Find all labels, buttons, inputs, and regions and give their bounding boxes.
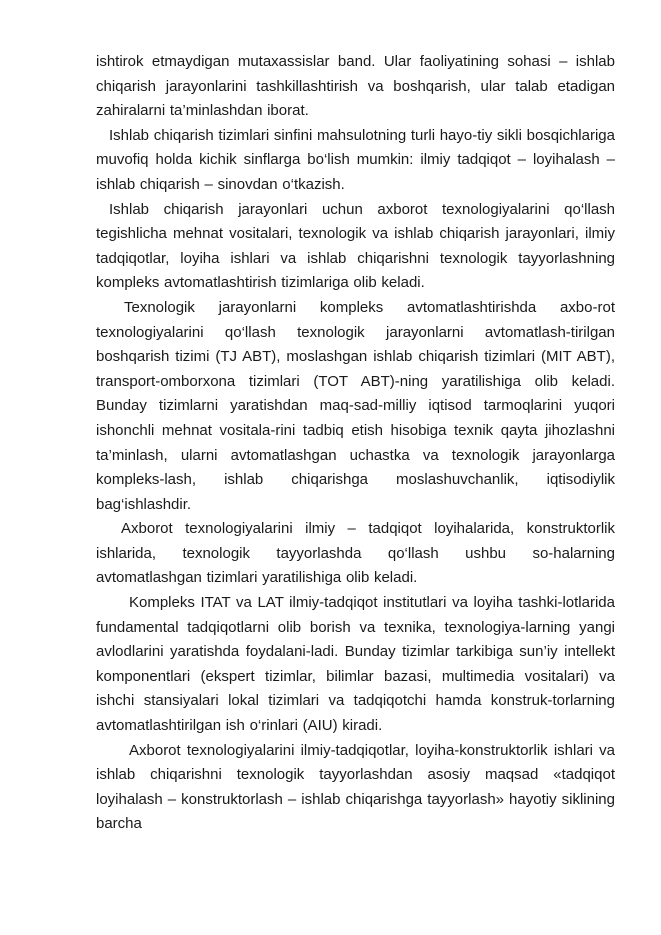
paragraph-6: Kompleks ITAT va LAT ilmiy-tadqiqot institutlari va loyiha tashki-lotlarida fundamental tadqiqotlarni olib borish va texnika, texnologiya-larning yangi avlodlarini yaratishda foydalani-ladi. Bunday tizimlar tarkibiga sun’iy intellekt komponentlari (ekspert tizimlar, bilimlar bazasi, multimedia vositalari) va ishchi stansiyalari lokal tizimlari va tadqiqotchi hamda konstruk-torlarning avtomatlashtirilgan ish o‘rinlari (AIU) kiradi. bbox=[96, 594, 615, 735]
paragraph-4: Texnologik jarayonlarni kompleks avtomatlashtirishda axbo-rot texnologiyalarini qo‘llash texnologik jarayonlarni avtomatlash-tirilgan boshqarish tizimi (TJ ABT), moslashgan ishlab chiqarish tizimlari (MIT ABT), transport-omborxona tizimlari (TOT ABT)-ning yaratilishiga olib keladi. Bunday tizimlarni yaratishdan maq-sad-milliy iqtisod tarmoqlarini yuqori ishonchli mehnat vositala-rini tadbiq etish hisobiga texnik qayta jihozlashni ta’minlash, ularni avtomatlashgan uchastka va texnologik jarayonlarga kompleks-lash, ishlab chiqarishga moslashuvchanlik, iqtisodiylik bag‘ishlashdir. bbox=[96, 298, 615, 513]
paragraph-5: Axborot texnologiyalarini ilmiy – tadqiqot loyihalarida, konstruktorlik ishlarida, texnologik tayyorlashda qo‘llash ushbu so-halarning avtomatlashgan tizimlari yaratilishiga olib keladi. bbox=[96, 520, 615, 587]
paragraph-1: ishtirok etmaydigan mutaxassislar band. Ular faoliyatining sohasi – ishlab chiqarish jarayonlarini tashkillashtirish va boshqarish, ular talab etadigan zahiralarni ta’minlashdan iborat. bbox=[96, 53, 615, 120]
paragraph-7: Axborot texnologiyalarini ilmiy-tadqiqotlar, loyiha-konstruktorlik ishlari va ishlab chiqarishni texnologik tayyorlashdan asosiy maqsad «tadqiqot loyihalash – konstruktorlash – ishlab chiqarishga tayyorlash» hayotiy siklining barcha bbox=[96, 741, 615, 833]
paragraph-3: Ishlab chiqarish jarayonlari uchun axborot texnologiyalarini qo‘llash tegishlicha mehnat vositalari, texnologik va ishlab chiqarish jarayonlari, ilmiy tadqiqotlar, loyiha ishlari va ishlab chiqarishni texnologik tayyorlashning kompleks avtomatlashtirish tizimlariga olib keladi. bbox=[96, 200, 615, 292]
document-page bbox=[96, 50, 615, 837]
paragraph-2: Ishlab chiqarish tizimlari sinfini mahsulotning turli hayo-tiy sikli bosqichlariga muvofiq holda kichik sinflarga bo‘lish mumkin: ilmiy tadqiqot – loyihalash – ishlab chiqarish – sinovdan o‘tkazish. bbox=[96, 126, 615, 193]
